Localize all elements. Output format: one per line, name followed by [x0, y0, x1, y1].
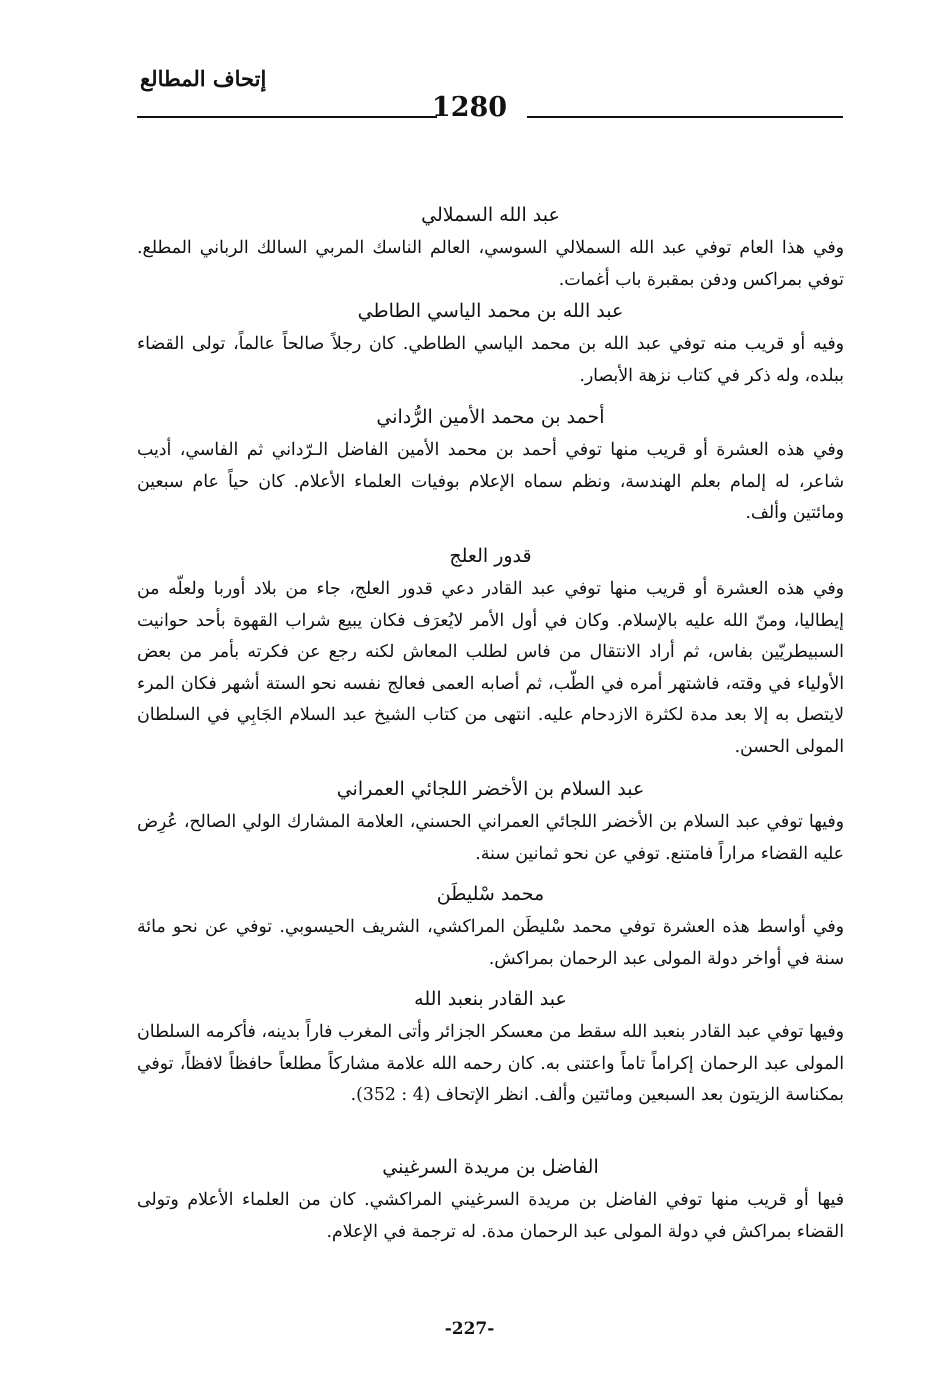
entry-text: وفي هذا العام توفي عبد الله السملالي السوسي، العالم الناسك المربي السالك الرباني المطلع. توفي بمراكس ودفن بمقبرة باب أغمات. — [137, 238, 844, 290]
entry-text: فيها أو قريب منها توفي الفاضل بن مريدة السرغيني المراكشي. كان من العلماء الأعلام وتولى القضاء بمراكش في دولة المولى عبد الرحمان مدة. له ترجمة في الإعلام. — [137, 1190, 844, 1242]
entry — [137, 296, 844, 402]
entry — [137, 879, 844, 984]
entry-heading: قدور العلج — [449, 545, 532, 567]
entry — [137, 774, 844, 879]
entry-heading: عبد الله السملالي — [421, 204, 560, 226]
entry-text: وفي هذه العشرة أو قريب منها توفي أحمد بن محمد الأمين الفاضل الـرّداني ثم الفاسي، أديب شاعر، له إلمام بعلم الهندسة، ونظم سماه الإعلام بوفيات العلماء الأعلام. كان حياً عام سبعين ومائتين وألف. — [137, 440, 844, 524]
entry-heading: عبد الله بن محمد الياسي الطاطي — [357, 300, 624, 322]
entry-heading: محمد سْليطَن — [436, 883, 545, 905]
entry-heading: عبد السلام بن الأخضر اللجائي العمراني — [336, 778, 645, 800]
entry — [137, 984, 844, 1152]
page-number: 1280 — [431, 92, 508, 123]
running-title: إتحاف المطالع — [140, 66, 267, 91]
entries-section — [137, 200, 844, 1252]
entry-text: وفيها توفي عبد القادر بنعبد الله سقط من معسكر الجزائر وأتى المغرب فاراً بدينه، فأكرمه السلطان المولى عبد الرحمان إكراماً تاماً واعتنى به. كان رحمه الله علامة مشاركاً مطلعاً حافظاً لافظاً، توفي بمكناسة الزيتون بعد السبعين ومائتين وألف. انظر الإتحاف (4 : 352). — [137, 1022, 844, 1106]
entry-heading: أحمد بن محمد الأمين الرُّداني — [376, 406, 605, 428]
header-rule-right — [527, 116, 843, 118]
header-rule-left — [137, 116, 437, 118]
entry-heading: عبد القادر بنعبد الله — [414, 988, 567, 1010]
entry — [137, 200, 844, 296]
entry-text: وفيه أو قريب منه توفي عبد الله بن محمد الياسي الطاطي. كان رجلاً صالحاً عالماً، تولى القضاء ببلده، وله ذكر في كتاب نزهة الأبصار. — [137, 334, 844, 386]
entry — [137, 402, 844, 541]
entry-text: وفي هذه العشرة أو قريب منها توفي عبد القادر دعي قدور العلج، جاء من بلاد أوربا ولعلّه من إيطاليا، ومنّ الله عليه بالإسلام. وكان في أول الأمر لايُعرَف فكان يبيع شراب القهوة بأحد حوانيت السبيطريّين بفاس، ثم أراد الانتقال من فاس لطلب المعاش لكنه رجع عن فكرته بأمر من بعض الأولياء في وقته، فاشتهر أمره في الطّب، ثم أصابه العمى فعالج نفسه نحو الستة أشهر فكان المرء لايتصل به إلا بعد مدة لكثرة الازدحام عليه. انتهى من كتاب الشيخ عبد السلام الجَابِي في السلطان المولى الحسن. — [137, 579, 844, 757]
entry — [137, 1152, 844, 1252]
entry-text: وفيها توفي عبد السلام بن الأخضر اللجائي العمراني الحسني، العلامة المشارك الولي الصالح، عُرِض عليه القضاء مراراً فامتنع. توفي عن نحو ثمانين سنة. — [137, 812, 844, 864]
entry-heading: الفاضل بن مريدة السرغيني — [382, 1156, 599, 1178]
entry-text: وفي أواسط هذه العشرة توفي محمد سْليطَن المراكشي، الشريف الحيسوبي. توفي عن نحو مائة سنة في أواخر دولة المولى عبد الرحمان بمراكش. — [137, 917, 844, 969]
entry — [137, 541, 844, 774]
footer-page-number: -227- — [444, 1319, 495, 1339]
